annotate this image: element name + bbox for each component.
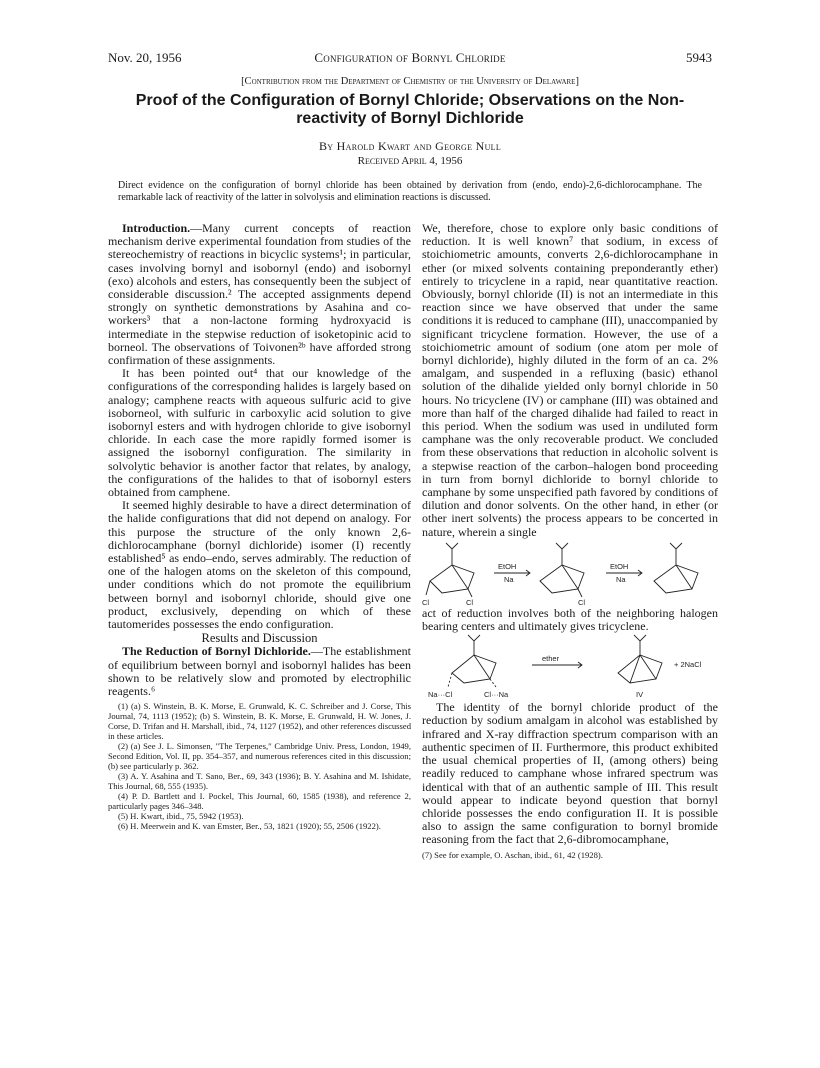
bornyl-chloride-structure (540, 543, 584, 597)
reaction-scheme-1 (422, 539, 718, 607)
reagent-2-bottom: Na (616, 574, 626, 584)
reagent-1-bottom: Na (504, 574, 514, 584)
paragraph: The identity of the bornyl chloride product of the reduction by sodium amalgam in alcohol was established by infrared and X-ray diffraction spectrum comparison with an authentic specimen of II. Furthermore, this product exhibited the usual chemical properties of II, (among others) being readily reduced to camphane whose infrared spectrum was identical with that of an authentic sample of III. This result would appear to indicate beyond question that bornyl chloride possesses the endo configuration II. It is possible also to assign the same configuration to bornyl bromide reasoning from the fact that 2,6-dibromocamphane, (422, 700, 718, 847)
footnote: (1) (a) S. Winstein, B. K. Morse, E. Grunwald, K. C. Schreiber and J. Corse, This Journal, 74, 1113 (1952); (b) S. Winstein, B. K. Morse, E. Grunwald, H. W. Jones, J. Corse, D. Trifan and H. Marshall, ibid., 74, 1127 (1952), and other references discussed in these articles. (108, 701, 411, 742)
scheme-2-svg (422, 633, 718, 701)
byproduct-label: + 2NaCl (674, 660, 702, 670)
intro-paragraph: Introduction.—Many current concepts of reaction mechanism derive experimental foundation from studies of the stereochemistry of reactions in bicyclic systems¹; in particular, cases involving bornyl and isobornyl (endo) and isobornyl (exo) alcohols and esters, has consequently been the subject of considerable discussion.² The accepted assignments depend strongly on synthetic demonstrations by Asahina and co-workers³ that a non-lactone forming hydroxyacid is intermediate in the stepwise reduction of isoketopinic acid to borneol. The observations of Toivonen²ᵇ have afforded strong confirmation of these assignments. (108, 221, 411, 368)
footnote: (3) A. Y. Asahina and T. Sano, Ber., 69, 343 (1936); B. Y. Asahina and M. Ishidate, This Journal, 68, 555 (1935). (108, 771, 411, 792)
subsection-heading: The Reduction of Bornyl Dichloride. (122, 644, 311, 659)
reagent-2-top: EtOH (610, 561, 629, 571)
footnote: (5) H. Kwart, ibid., 75, 5942 (1953). (118, 811, 244, 822)
footnote: (6) H. Meerwein and K. van Emster, Ber., 53, 1821 (1920); 55, 2506 (1922). (118, 821, 381, 832)
contribution-line: [Contribution from the Department of Chemistry of the University of Delaware] (241, 76, 579, 87)
page-number: 5943 (686, 50, 712, 65)
camphane-structure (654, 543, 698, 593)
compound-iv-label: IV (636, 690, 644, 700)
right-column (422, 222, 718, 860)
scheme-1-svg (422, 539, 718, 607)
left-column (108, 222, 411, 831)
footnote: (2) (a) See J. L. Simonsen, "The Terpenes," Cambridge Univ. Press, London, 1949, Second Edition, Vol. II, pp. 354–357, and numerous references cited in this discussion; (b) see particularly p. 362. (108, 741, 411, 772)
chlorine-label: Cl (466, 597, 474, 607)
received-date: Received April 4, 1956 (357, 155, 463, 167)
sodium-chlorine-label: Na···Cl (428, 690, 453, 700)
reaction-scheme-2 (422, 633, 718, 701)
paragraph: It has been pointed out⁴ that our knowledge of the configurations of the corresponding halides is largely based on analogy; camphene reacts with aqueous sulfuric acid to give isoborneol, with sulfuric in carboxylic acid solution to give isobornyl esters and with hydrogen chloride to give isobornyl chloride. In each case the more rapidly formed isomer is assigned the isobornyl configuration. The similarity in solvolytic behavior is another factor that relates, by analogy, the configurations of the halides to that of isobornyl esters obtained from camphene. (108, 366, 411, 500)
chlorine-label: Cl (578, 597, 586, 607)
intro-heading: Introduction. (122, 221, 191, 235)
bornyl-dichloride-structure (426, 543, 474, 597)
abstract: Direct evidence on the configuration of bornyl chloride has been obtained by derivation from (endo, endo)-2,6-dichlorocamphane. The remarkable lack of reactivity of the latter in solvolysis and elimination reactions is discussed. (118, 180, 702, 203)
footnote: (4) P. D. Bartlett and I. Pockel, This Journal, 60, 1585 (1938), and reference 2, particularly pages 346–348. (108, 791, 411, 812)
reduction-paragraph: The Reduction of Bornyl Dichloride.—The establishment of equilibrium between bornyl and isobornyl halides has been shown to be relatively slow and promoted by electrophilic reagents.⁶ (108, 644, 411, 698)
authors: By Harold Kwart and George Null (318, 139, 502, 153)
footnotes (108, 701, 411, 831)
running-title: Configuration of Bornyl Chloride (314, 50, 506, 65)
paragraph: It seemed highly desirable to have a direct determination of the halide configurations that did not depend on analogy. For this purpose the structure of the only known 2,6-dichlorocamphane (bornyl dichloride) isomer (I) recently established⁵ as endo–endo, serves admirably. The reduction of one of the halogen atoms on the skeleton of this compound, under conditions which do not promote the equilibrium between bornyl and isobornyl chloride, should give one product, exclusively, depending on which of these tautomerides possesses the endo configuration. (108, 498, 411, 632)
transition-state-structure (448, 635, 496, 687)
section-heading: Results and Discussion (201, 631, 318, 646)
running-header (108, 50, 712, 66)
reagent-1-top: EtOH (498, 561, 517, 571)
chlorine-sodium-label: Cl···Na (484, 690, 509, 700)
article-title: Proof of the Configuration of Bornyl Chloride; Observations on the Non-reactivity of Bornyl Dichloride (135, 92, 685, 127)
header-date: Nov. 20, 1956 (108, 50, 182, 65)
paragraph: act of reduction involves both of the neighboring halogen bearing centers and ultimately gives tricyclene. (422, 605, 718, 634)
footnote: (7) See for example, O. Aschan, ibid., 61, 42 (1928). (422, 849, 603, 860)
reagent-ether: ether (542, 654, 560, 664)
chlorine-label: Cl (422, 597, 430, 607)
tricyclene-structure (618, 635, 662, 683)
paragraph: We, therefore, chose to explore only basic conditions of reduction. It is well known⁷ that sodium, in excess of stoichiometric amounts, converts 2,6-dichlorocamphane in ether (or mixed solvents containing preponderantly ether) entirely to tricyclene in a rapid, near quantitative reaction. Obviously, bornyl chloride (II) is not an intermediate in this reaction since we have observed that under the same conditions it is reduced to camphane (III), unaccompanied by significant tricyclene formation. However, the use of a stoichiometric amount of sodium (one atom per mole of bornyl dichloride), highly diluted in the form of an ca. 2% amalgam, and suspended in a refluxing (basic) ethanol solution of the dihalide yielded only bornyl chloride in 50 hours. No tricyclene (IV) or camphane (III) was obtained and more than half of the charged dihalide had failed to react in this period. When the sodium was used in undiluted form camphane was the only recoverable product. We concluded from these observations that reduction in alcoholic solvent is a stepwise reaction of the carbon–halogen bond proceeding in turn from bornyl dichloride to bornyl chloride to camphane by some unspecified path favored by conditions of dilution and donor solvents. On the other hand, in ether (or other inert solvents) the process appears to be concerted in nature, wherein a single (422, 221, 718, 539)
